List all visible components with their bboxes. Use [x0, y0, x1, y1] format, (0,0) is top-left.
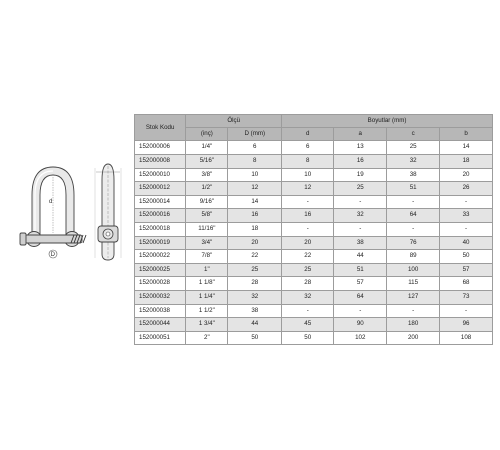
table-cell: - — [387, 304, 440, 318]
table-cell: 102 — [334, 331, 387, 345]
table-cell: 1 3/4" — [186, 318, 228, 332]
table-cell: 20 — [282, 236, 334, 250]
table-cell: - — [440, 222, 493, 236]
table-cell: 57 — [440, 263, 493, 277]
table-cell: 10 — [228, 168, 282, 182]
table-cell: - — [387, 222, 440, 236]
header-inch: (inç) — [186, 128, 228, 141]
table-cell: 152000008 — [135, 155, 186, 169]
table-cell: 127 — [387, 290, 440, 304]
table-cell: 28 — [282, 277, 334, 291]
table-cell: 90 — [334, 318, 387, 332]
table-cell: 152000038 — [135, 304, 186, 318]
table-cell: 25 — [387, 141, 440, 155]
table-cell: 44 — [228, 318, 282, 332]
shackle-front-view — [14, 163, 92, 267]
table-cell: 1 1/2" — [186, 304, 228, 318]
table-row — [135, 155, 493, 169]
table-row — [135, 250, 493, 264]
table-cell: 152000012 — [135, 182, 186, 196]
table-cell: 32 — [228, 290, 282, 304]
table-cell: 50 — [228, 331, 282, 345]
table-cell: 5/16" — [186, 155, 228, 169]
table-cell: - — [282, 195, 334, 209]
table-cell: 20 — [228, 236, 282, 250]
table-cell: 152000025 — [135, 263, 186, 277]
dimension-label-d: d — [49, 199, 53, 205]
table-cell: 1 1/4" — [186, 290, 228, 304]
table-cell: 19 — [334, 168, 387, 182]
table-cell: - — [282, 222, 334, 236]
table-cell: 108 — [440, 331, 493, 345]
table-cell: 89 — [387, 250, 440, 264]
table-cell: 152000051 — [135, 331, 186, 345]
table-cell: 14 — [228, 195, 282, 209]
table-cell: 45 — [282, 318, 334, 332]
header-boyutlar: Boyutlar (mm) — [282, 115, 493, 128]
table-cell: 68 — [440, 277, 493, 291]
table-row — [135, 209, 493, 223]
table-cell: 1/4" — [186, 141, 228, 155]
table-cell: 115 — [387, 277, 440, 291]
table-cell: 14 — [440, 141, 493, 155]
table-cell: 38 — [387, 168, 440, 182]
table-cell: 18 — [228, 222, 282, 236]
table-cell: 76 — [387, 236, 440, 250]
table-cell: 152000014 — [135, 195, 186, 209]
table-cell: 152000032 — [135, 290, 186, 304]
table-row — [135, 182, 493, 196]
table-cell: 96 — [440, 318, 493, 332]
table-cell: 3/4" — [186, 236, 228, 250]
header-b: b — [440, 128, 493, 141]
table-cell: 5/8" — [186, 209, 228, 223]
header-c: c — [387, 128, 440, 141]
table-cell: 51 — [387, 182, 440, 196]
table-cell: 50 — [440, 250, 493, 264]
table-cell: 7/8" — [186, 250, 228, 264]
table-cell: 32 — [282, 290, 334, 304]
table-cell: 32 — [334, 209, 387, 223]
header-a: a — [334, 128, 387, 141]
table-cell: 152000018 — [135, 222, 186, 236]
dimension-label-D: D — [50, 252, 55, 258]
table-cell: 22 — [282, 250, 334, 264]
table-cell: 152000019 — [135, 236, 186, 250]
table-row — [135, 141, 493, 155]
table-cell: 40 — [440, 236, 493, 250]
header-olcu: Ölçü — [186, 115, 282, 128]
table-cell: 25 — [282, 263, 334, 277]
table-cell: - — [387, 195, 440, 209]
table-cell: 32 — [387, 155, 440, 169]
table-cell: 1" — [186, 263, 228, 277]
table-cell: 38 — [228, 304, 282, 318]
table-cell: 16 — [282, 209, 334, 223]
table-row — [135, 331, 493, 345]
table-cell: 180 — [387, 318, 440, 332]
table-row — [135, 304, 493, 318]
table-cell: 152000010 — [135, 168, 186, 182]
table-cell: - — [334, 304, 387, 318]
table-row — [135, 168, 493, 182]
table-cell: 152000022 — [135, 250, 186, 264]
table-cell: 25 — [334, 182, 387, 196]
table-cell: 51 — [334, 263, 387, 277]
table-cell: 18 — [440, 155, 493, 169]
table-cell: - — [440, 304, 493, 318]
header-d-mm: D (mm) — [228, 128, 282, 141]
table-cell: 152000044 — [135, 318, 186, 332]
table-cell: 20 — [440, 168, 493, 182]
table-cell: 200 — [387, 331, 440, 345]
table-row — [135, 290, 493, 304]
table-cell: 16 — [334, 155, 387, 169]
table-cell: 25 — [228, 263, 282, 277]
header-d: d — [282, 128, 334, 141]
table-cell: 50 — [282, 331, 334, 345]
table-row — [135, 236, 493, 250]
table-cell: - — [282, 304, 334, 318]
table-cell: 22 — [228, 250, 282, 264]
table-cell: 64 — [387, 209, 440, 223]
table-cell: 38 — [334, 236, 387, 250]
table-row — [135, 263, 493, 277]
table-row — [135, 195, 493, 209]
table-cell: - — [334, 195, 387, 209]
table-cell: 73 — [440, 290, 493, 304]
table-cell: 11/16" — [186, 222, 228, 236]
table-row — [135, 318, 493, 332]
table-cell: 1 1/8" — [186, 277, 228, 291]
table-cell: 44 — [334, 250, 387, 264]
table-cell: 3/8" — [186, 168, 228, 182]
table-cell: 12 — [282, 182, 334, 196]
table-cell: 152000006 — [135, 141, 186, 155]
table-cell: 6 — [282, 141, 334, 155]
table-cell: 28 — [228, 277, 282, 291]
shackle-side-view — [92, 158, 124, 266]
table-cell: 100 — [387, 263, 440, 277]
table-cell: 152000028 — [135, 277, 186, 291]
dimension-table — [134, 114, 493, 345]
table-cell: - — [440, 195, 493, 209]
table-cell: 8 — [282, 155, 334, 169]
table-cell: - — [334, 222, 387, 236]
table-row — [135, 222, 493, 236]
table-row — [135, 277, 493, 291]
table-cell: 16 — [228, 209, 282, 223]
table-cell: 2" — [186, 331, 228, 345]
table-cell: 9/16" — [186, 195, 228, 209]
table-cell: 6 — [228, 141, 282, 155]
table-cell: 12 — [228, 182, 282, 196]
table-cell: 8 — [228, 155, 282, 169]
table-cell: 57 — [334, 277, 387, 291]
table-cell: 13 — [334, 141, 387, 155]
table-cell: 152000016 — [135, 209, 186, 223]
table-cell: 64 — [334, 290, 387, 304]
table-cell: 33 — [440, 209, 493, 223]
table-cell: 10 — [282, 168, 334, 182]
table-cell: 26 — [440, 182, 493, 196]
table-cell: 1/2" — [186, 182, 228, 196]
header-stock-code: Stok Kodu — [135, 115, 186, 141]
